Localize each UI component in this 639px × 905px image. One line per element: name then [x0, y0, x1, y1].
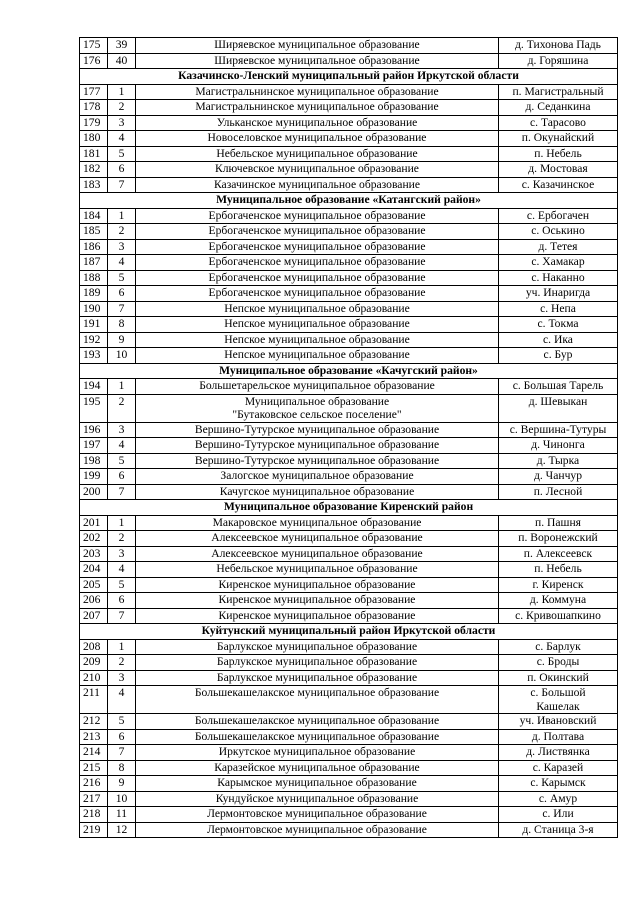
row-local-number: 3 [108, 670, 136, 686]
municipality-name: Иркутское муниципальное образование [136, 745, 499, 761]
row-local-number: 4 [108, 562, 136, 578]
row-local-number: 1 [108, 84, 136, 100]
row-local-number: 2 [108, 394, 136, 422]
settlement-name: д. Тетея [499, 239, 618, 255]
row-local-number: 1 [108, 639, 136, 655]
settlement-name: п. Небель [499, 146, 618, 162]
row-local-number: 3 [108, 546, 136, 562]
row-local-number: 1 [108, 515, 136, 531]
municipality-name: Макаровское муниципальное образование [136, 515, 499, 531]
municipality-name: Непское муниципальное образование [136, 317, 499, 333]
row-number: 214 [80, 745, 108, 761]
municipality-name: Киренское муниципальное образование [136, 593, 499, 609]
table-row [80, 822, 618, 838]
row-local-number: 2 [108, 100, 136, 116]
settlement-name: д. Коммуна [499, 593, 618, 609]
municipality-name: Ербогаченское муниципальное образование [136, 208, 499, 224]
table-row [80, 239, 618, 255]
settlement-name: п. Окинский [499, 670, 618, 686]
row-local-number: 2 [108, 224, 136, 240]
municipality-name [136, 394, 499, 422]
table-row [80, 115, 618, 131]
row-number: 202 [80, 531, 108, 547]
row-number: 182 [80, 162, 108, 178]
municipality-name: Ербогаченское муниципальное образование [136, 224, 499, 240]
table-row [80, 546, 618, 562]
row-number: 192 [80, 332, 108, 348]
table-row [80, 791, 618, 807]
row-local-number: 7 [108, 484, 136, 500]
table-row [80, 714, 618, 730]
municipality-name: Лермонтовское муниципальное образование [136, 822, 499, 838]
municipality-name: Ербогаченское муниципальное образование [136, 270, 499, 286]
row-number: 212 [80, 714, 108, 730]
table-row [80, 807, 618, 823]
table-row [80, 84, 618, 100]
settlement-name: с. Бур [499, 348, 618, 364]
row-local-number: 1 [108, 208, 136, 224]
row-number: 213 [80, 729, 108, 745]
table-row [80, 655, 618, 671]
table-row [80, 177, 618, 193]
row-number: 183 [80, 177, 108, 193]
municipality-name: Лермонтовское муниципальное образование [136, 807, 499, 823]
table-row [80, 146, 618, 162]
row-local-number: 2 [108, 531, 136, 547]
table-row [80, 301, 618, 317]
row-local-number: 3 [108, 239, 136, 255]
settlement-name: с. Большая Тарель [499, 379, 618, 395]
table-row [80, 394, 618, 422]
table-row [80, 317, 618, 333]
row-local-number: 5 [108, 453, 136, 469]
table-row [80, 53, 618, 69]
table-row [80, 332, 618, 348]
table-row [80, 379, 618, 395]
municipality-name: Магистральнинское муниципальное образование [136, 100, 499, 116]
row-number: 195 [80, 394, 108, 422]
settlement-name: д. Мостовая [499, 162, 618, 178]
row-number: 184 [80, 208, 108, 224]
municipality-name: Большекашелакское муниципальное образование [136, 714, 499, 730]
row-number: 181 [80, 146, 108, 162]
row-number: 203 [80, 546, 108, 562]
row-local-number: 6 [108, 469, 136, 485]
municipality-name: Вершино-Тутурское муниципальное образование [136, 422, 499, 438]
settlement-name: с. Токма [499, 317, 618, 333]
row-number: 196 [80, 422, 108, 438]
settlement-name: с. Барлук [499, 639, 618, 655]
municipality-name: Ульканское муниципальное образование [136, 115, 499, 131]
settlement-name: с. Амур [499, 791, 618, 807]
row-local-number: 7 [108, 177, 136, 193]
row-local-number: 6 [108, 729, 136, 745]
table-row [80, 639, 618, 655]
row-local-number: 7 [108, 301, 136, 317]
row-number: 198 [80, 453, 108, 469]
settlement-name: д. Станица 3-я [499, 822, 618, 838]
row-local-number: 40 [108, 53, 136, 69]
table-row [80, 729, 618, 745]
row-number: 176 [80, 53, 108, 69]
municipality-name: Барлукское муниципальное образование [136, 670, 499, 686]
settlement-name: д. Тихонова Падь [499, 38, 618, 54]
settlement-name: д. Полтава [499, 729, 618, 745]
row-number: 200 [80, 484, 108, 500]
row-local-number: 5 [108, 577, 136, 593]
municipality-name: Непское муниципальное образование [136, 301, 499, 317]
row-number: 211 [80, 686, 108, 714]
row-number: 201 [80, 515, 108, 531]
row-number: 180 [80, 131, 108, 147]
municipality-name: Ербогаченское муниципальное образование [136, 239, 499, 255]
municipality-name: Новоселовское муниципальное образование [136, 131, 499, 147]
table-row [80, 608, 618, 624]
table-row [80, 348, 618, 364]
municipality-name: Небельское муниципальное образование [136, 146, 499, 162]
municipality-name: Ширяевское муниципальное образование [136, 53, 499, 69]
row-number: 199 [80, 469, 108, 485]
row-local-number: 4 [108, 438, 136, 454]
settlement-name: д. Чанчур [499, 469, 618, 485]
settlement-name: с. Непа [499, 301, 618, 317]
row-local-number: 10 [108, 348, 136, 364]
municipality-name: Магистральнинское муниципальное образование [136, 84, 499, 100]
row-number: 219 [80, 822, 108, 838]
table-row [80, 100, 618, 116]
row-local-number: 11 [108, 807, 136, 823]
row-local-number: 7 [108, 745, 136, 761]
municipality-name: Киренское муниципальное образование [136, 608, 499, 624]
municipality-name-line: Муниципальное образование [244, 394, 390, 408]
settlement-name: д. Горяшина [499, 53, 618, 69]
municipality-name: Ербогаченское муниципальное образование [136, 286, 499, 302]
section-header-row [80, 624, 618, 640]
row-local-number: 10 [108, 791, 136, 807]
row-local-number: 6 [108, 593, 136, 609]
section-title: Муниципальное образование «Качугский район» [80, 363, 618, 379]
municipality-name: Вершино-Тутурское муниципальное образование [136, 453, 499, 469]
settlement-name: с. Тарасово [499, 115, 618, 131]
settlement-name: д. Тырка [499, 453, 618, 469]
municipality-name: Барлукское муниципальное образование [136, 655, 499, 671]
table-row [80, 270, 618, 286]
settlement-name: уч. Инаригда [499, 286, 618, 302]
section-header-row [80, 193, 618, 209]
table-row [80, 686, 618, 714]
row-local-number: 2 [108, 655, 136, 671]
row-number: 177 [80, 84, 108, 100]
settlement-name: с. Каразей [499, 760, 618, 776]
row-number: 179 [80, 115, 108, 131]
row-local-number: 4 [108, 686, 136, 714]
settlements-table-body [80, 38, 618, 838]
settlement-name: п. Магистральный [499, 84, 618, 100]
settlement-name: п. Пашня [499, 515, 618, 531]
table-row [80, 469, 618, 485]
settlement-name: уч. Ивановский [499, 714, 618, 730]
row-local-number: 9 [108, 776, 136, 792]
section-header-row [80, 500, 618, 516]
row-number: 205 [80, 577, 108, 593]
municipality-name: Большекашелакское муниципальное образование [136, 686, 499, 714]
settlement-name: д. Шевыкан [499, 394, 618, 422]
municipality-name: Каразейское муниципальное образование [136, 760, 499, 776]
municipality-name: Кундуйское муниципальное образование [136, 791, 499, 807]
municipality-name: Ербогаченское муниципальное образование [136, 255, 499, 271]
table-row [80, 38, 618, 54]
table-row [80, 422, 618, 438]
row-number: 215 [80, 760, 108, 776]
settlement-name: с. Броды [499, 655, 618, 671]
section-title: Муниципальное образование Киренский район [80, 500, 618, 516]
row-number: 194 [80, 379, 108, 395]
municipality-name: Большетарельское муниципальное образование [136, 379, 499, 395]
row-number: 204 [80, 562, 108, 578]
table-row [80, 438, 618, 454]
row-number: 175 [80, 38, 108, 54]
table-row [80, 162, 618, 178]
document-page [79, 37, 617, 838]
row-number: 218 [80, 807, 108, 823]
table-row [80, 776, 618, 792]
settlement-name-line: Кашелак [536, 699, 580, 713]
municipality-name: Казачинское муниципальное образование [136, 177, 499, 193]
municipality-name-line: "Бутаковское сельское поселение" [232, 408, 402, 421]
row-number: 216 [80, 776, 108, 792]
row-number: 210 [80, 670, 108, 686]
row-local-number: 8 [108, 760, 136, 776]
table-row [80, 593, 618, 609]
settlement-name: п. Небель [499, 562, 618, 578]
table-row [80, 484, 618, 500]
row-number: 178 [80, 100, 108, 116]
table-row [80, 453, 618, 469]
settlement-name: с. Ербогачен [499, 208, 618, 224]
row-local-number: 4 [108, 255, 136, 271]
municipality-name: Ширяевское муниципальное образование [136, 38, 499, 54]
row-number: 190 [80, 301, 108, 317]
settlement-name: с. Кривошапкино [499, 608, 618, 624]
section-title: Казачинско-Ленский муниципальный район Иркутской области [80, 69, 618, 85]
row-local-number: 6 [108, 286, 136, 302]
table-row [80, 760, 618, 776]
municipality-name: Качугское муниципальное образование [136, 484, 499, 500]
settlement-name: г. Киренск [499, 577, 618, 593]
table-row [80, 562, 618, 578]
row-local-number: 7 [108, 608, 136, 624]
table-row [80, 577, 618, 593]
settlement-name: с. Наканно [499, 270, 618, 286]
table-row [80, 745, 618, 761]
municipality-name: Непское муниципальное образование [136, 348, 499, 364]
settlement-name: с. Или [499, 807, 618, 823]
settlement-name-line: с. Большой [530, 686, 586, 699]
row-local-number: 9 [108, 332, 136, 348]
municipality-name: Киренское муниципальное образование [136, 577, 499, 593]
table-row [80, 531, 618, 547]
table-row [80, 670, 618, 686]
municipality-name: Непское муниципальное образование [136, 332, 499, 348]
settlement-name: д. Седанкина [499, 100, 618, 116]
section-header-row [80, 363, 618, 379]
table-row [80, 224, 618, 240]
settlement-name: с. Карымск [499, 776, 618, 792]
table-row [80, 255, 618, 271]
row-number: 217 [80, 791, 108, 807]
section-title: Куйтунский муниципальный район Иркутской области [80, 624, 618, 640]
settlement-name: с. Вершина-Тутуры [499, 422, 618, 438]
row-local-number: 5 [108, 270, 136, 286]
row-number: 207 [80, 608, 108, 624]
row-local-number: 5 [108, 714, 136, 730]
section-header-row [80, 69, 618, 85]
row-number: 185 [80, 224, 108, 240]
row-number: 191 [80, 317, 108, 333]
row-local-number: 6 [108, 162, 136, 178]
settlement-name: с. Казачинское [499, 177, 618, 193]
municipality-name: Залогское муниципальное образование [136, 469, 499, 485]
settlement-name: п. Воронежский [499, 531, 618, 547]
row-number: 197 [80, 438, 108, 454]
row-local-number: 8 [108, 317, 136, 333]
municipality-name: Алексеевское муниципальное образование [136, 531, 499, 547]
section-title: Муниципальное образование «Катангский район» [80, 193, 618, 209]
row-number: 187 [80, 255, 108, 271]
row-local-number: 3 [108, 115, 136, 131]
municipality-name: Карымское муниципальное образование [136, 776, 499, 792]
table-row [80, 286, 618, 302]
row-local-number: 5 [108, 146, 136, 162]
row-number: 189 [80, 286, 108, 302]
row-local-number: 3 [108, 422, 136, 438]
municipality-name: Большекашелакское муниципальное образование [136, 729, 499, 745]
settlement-name: п. Лесной [499, 484, 618, 500]
settlement-name: д. Чинонга [499, 438, 618, 454]
municipality-name: Вершино-Тутурское муниципальное образование [136, 438, 499, 454]
row-local-number: 1 [108, 379, 136, 395]
row-number: 206 [80, 593, 108, 609]
settlement-name: п. Алексеевск [499, 546, 618, 562]
row-number: 209 [80, 655, 108, 671]
row-local-number: 4 [108, 131, 136, 147]
settlement-name: п. Окунайский [499, 131, 618, 147]
settlement-name [499, 686, 618, 714]
row-number: 193 [80, 348, 108, 364]
settlement-name: с. Хамакар [499, 255, 618, 271]
municipality-name: Ключевское муниципальное образование [136, 162, 499, 178]
municipality-name: Алексеевское муниципальное образование [136, 546, 499, 562]
table-row [80, 208, 618, 224]
row-number: 186 [80, 239, 108, 255]
settlements-table [79, 37, 618, 838]
row-local-number: 12 [108, 822, 136, 838]
row-number: 188 [80, 270, 108, 286]
table-row [80, 131, 618, 147]
settlement-name: д. Листвянка [499, 745, 618, 761]
municipality-name: Небельское муниципальное образование [136, 562, 499, 578]
settlement-name: с. Оськино [499, 224, 618, 240]
table-row [80, 515, 618, 531]
municipality-name: Барлукское муниципальное образование [136, 639, 499, 655]
row-number: 208 [80, 639, 108, 655]
settlement-name: с. Ика [499, 332, 618, 348]
row-local-number: 39 [108, 38, 136, 54]
